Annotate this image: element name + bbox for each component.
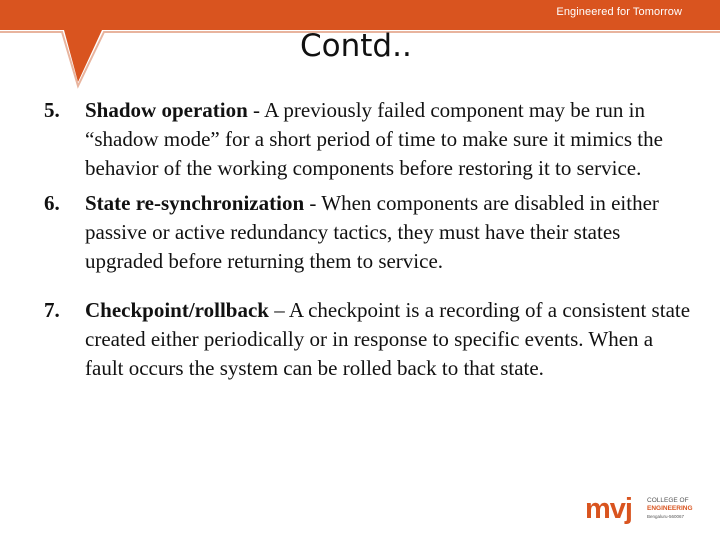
- list-item: [44, 296, 694, 383]
- logo-line-1: COLLEGE OF: [647, 497, 689, 504]
- item-number: 6.: [44, 191, 60, 215]
- list-item: [44, 96, 694, 183]
- tactics-list: [44, 96, 694, 383]
- header-tagline: Engineered for Tomorrow: [556, 6, 682, 18]
- item-separator: -: [304, 191, 322, 215]
- item-text: A checkpoint is a recording of a consistent state created either periodically or in response to specific events. When a fault occurs the system can be rolled back to that state.: [85, 298, 691, 380]
- logo-mark: mvj: [585, 493, 632, 525]
- item-term: State re-synchronization: [85, 191, 305, 215]
- slide-title: Contd..: [300, 28, 412, 64]
- item-number: 5.: [44, 98, 60, 122]
- item-text: A previously failed component may be run in “shadow mode” for a short period of time to make sure it mimics the behavior of the working components before restoring it to service.: [85, 98, 663, 180]
- item-text: When components are disabled in either passive or active redundancy tactics, they must have their states upgraded before returning them to service.: [85, 191, 659, 273]
- item-term: Shadow operation: [85, 98, 248, 122]
- item-separator: –: [268, 298, 289, 322]
- list-item: [44, 189, 694, 276]
- logo-line-2: ENGINEERING: [647, 505, 693, 512]
- college-logo: [585, 492, 693, 526]
- item-number: 7.: [44, 298, 60, 322]
- item-separator: -: [247, 98, 265, 122]
- item-term: Checkpoint/rollback: [85, 298, 269, 322]
- logo-line-3: Bengaluru-560067: [647, 514, 685, 519]
